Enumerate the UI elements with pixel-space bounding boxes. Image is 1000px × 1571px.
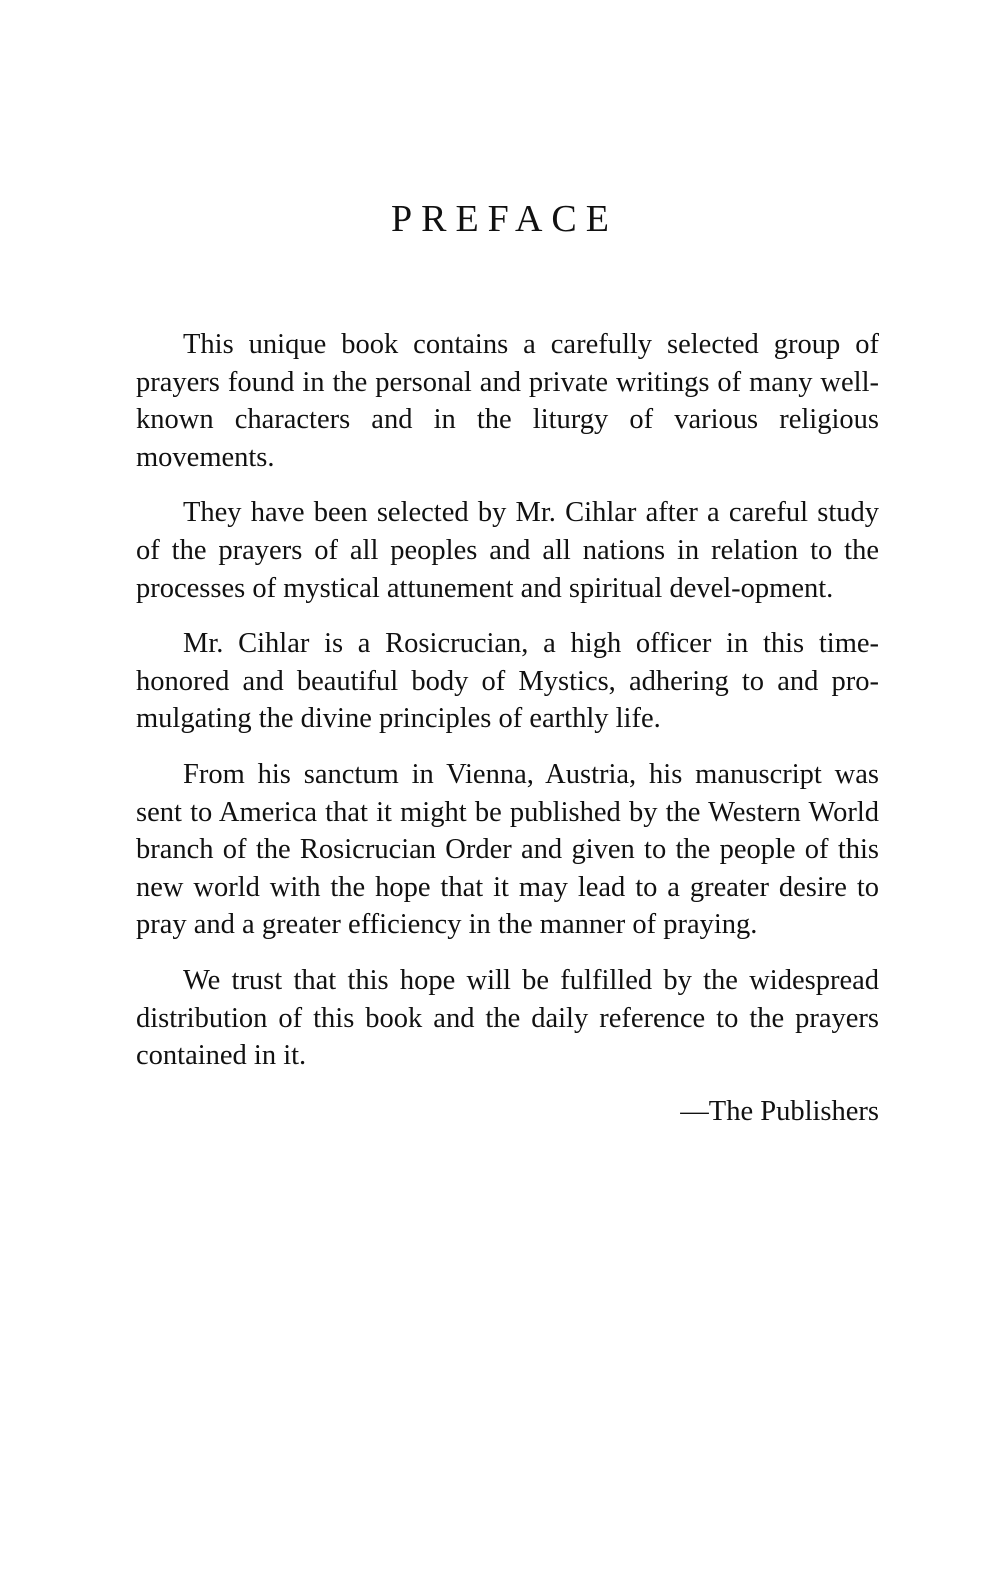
- paragraph-3: Mr. Cihlar is a Rosicrucian, a high officer in this time-honored and beautiful body of Mystics, adhering to and pro-mulgating the divine principles of earthly life.: [136, 628, 879, 735]
- signature: —The Publishers: [680, 1095, 879, 1127]
- paragraph-2: They have been selected by Mr. Cihlar after a careful study of the prayers of all peoples and all nations in relation to the processes of mystical attunement and spiritual devel-opment.: [136, 497, 879, 604]
- paragraph-5: We trust that this hope will be fulfilled by the widespread distribution of this book and the daily reference to the prayers contained in it.: [136, 964, 879, 1072]
- page-title: PREFACE: [390, 198, 618, 240]
- preface-body: [136, 326, 879, 1130]
- paragraph-4: From his sanctum in Vienna, Austria, his manuscript was sent to America that it might be published by the Western World branch of the Rosicrucian Order and given to the people of this new world with the hope that it may lead to a greater desire to pray and a greater efficiency in the manner of praying.: [136, 758, 879, 941]
- paragraph-1: This unique book contains a carefully selected group of prayers found in the personal and private writings of many well-known characters and in the liturgy of various religious movements.: [136, 329, 879, 473]
